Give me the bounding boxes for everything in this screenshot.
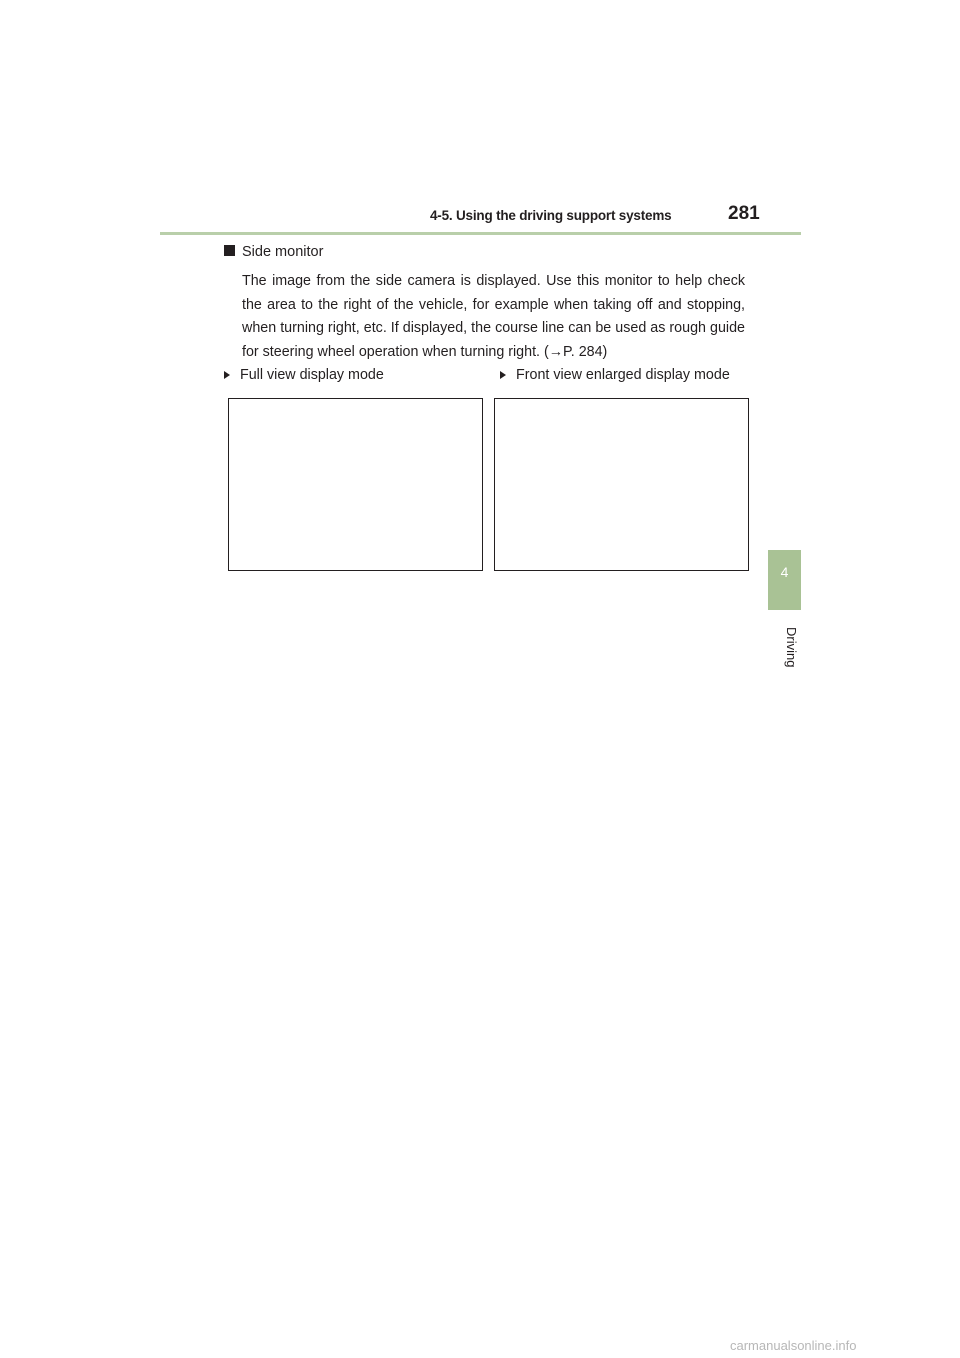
- chapter-tab: [768, 550, 801, 610]
- figure-full-view-display: [228, 398, 483, 571]
- figure-caption-front-view: [500, 367, 730, 383]
- footer-watermark: carmanualsonline.info: [730, 1338, 857, 1353]
- triangle-bullet-icon: [224, 371, 230, 379]
- figure-caption-text: Front view enlarged display mode: [516, 367, 730, 383]
- square-bullet-icon: [224, 245, 235, 256]
- figure-caption-text: Full view display mode: [240, 367, 384, 383]
- figure-caption-full-view: [224, 367, 384, 383]
- section-heading: [224, 244, 323, 260]
- section-heading-text: Side monitor: [242, 244, 324, 260]
- triangle-bullet-icon: [500, 371, 506, 379]
- header-divider: [160, 232, 801, 235]
- chapter-number: 4: [780, 564, 789, 580]
- section-title: 4-5. Using the driving support systems: [430, 208, 672, 223]
- section-body: The image from the side camera is displayed. Use this monitor to help check the area to the right of the vehicle, for example when taking off and stopping, when turning right, etc. If displayed, the course line can be used as rough guide for steering wheel operation when turning right. (→P. 284): [242, 273, 745, 360]
- page-number: 281: [728, 203, 760, 224]
- figure-front-view-enlarged-display: [494, 398, 749, 571]
- chapter-label: Driving: [784, 626, 799, 668]
